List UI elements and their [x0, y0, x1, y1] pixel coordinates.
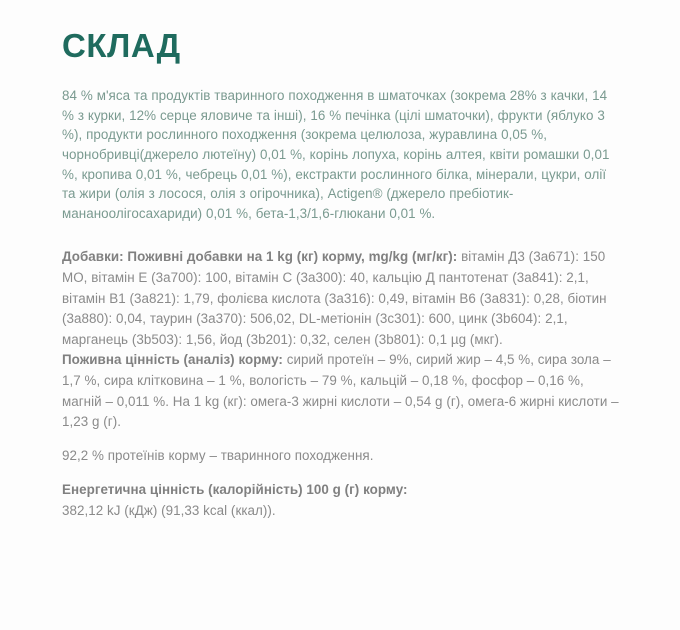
nutritional-value-body-text: сирий протеїн – 9%, сирий жир – 4,5 %, сира зола – 1,7 %, сира клітковина – 1 %, вологість – 79 %, кальцій – 0,18 %, фосфор – 0,16 %, магній – 0,011 %. На 1 kg (кг): омега-3 жирні кислоти – 0,54 g (г), омега-6 жирні кислоти – 1,23 g (г). — [62, 352, 619, 430]
additives-section — [62, 247, 620, 350]
energy-value-lead-label: Енергетична цінність (калорійність) 100 g (г) корму: — [62, 482, 408, 498]
protein-origin-text: 92,2 % протеїнів корму – тваринного походження. — [62, 448, 374, 464]
additives-body-text: вітамін Д3 (3а671): 150 МО, вітамін Е (3а700): 100, вітамін С (3а300): 40, кальцію Д пантотенат (3а841): 2,1, вітамін В1 (3а821): 1,79, фолієва кислота (3а316): 0,49, вітамін В6 (3а831): 0,28, біотин (3а880): 0,04, таурин (3а370): 506,02, DL-метіонін (3с301): 600, цинк (3b604): 2,1, марганець (3b503): 1,56, йод (3b201): 0,32, селен (3b801): 0,1 µg (мкг). — [62, 249, 607, 347]
energy-value-section — [62, 480, 620, 521]
nutritional-value-lead-label: Поживна цінність (аналіз) корму: — [62, 352, 283, 368]
details-sections — [62, 247, 620, 521]
page-title: СКЛАД — [62, 27, 181, 64]
composition-paragraph: 84 % м'яса та продуктів тваринного походження в шматочках (зокрема 28% з качки, 14 % з курки, 12% серце яловиче та інші), 16 % печінка (цілі шматочки), фрукти (яблуко 3 %), продукти рослинного походження (зокрема целюлоза, журавлина 0,05 %, чорнобривці(джерело лютеїну) 0,01 %, корінь лопуха, корінь алтея, квіти ромашки 0,01 %, кропива 0,01 %, чебрець 0,01 %), екстракти рослинного білка, мінерали, цукри, олії та жири (олія з лосося, олія з огірочника), Actigen® (джерело пребіотик-мананоолігосахариди) 0,01 %, бета-1,3/1,6-глюкани 0,01 %. — [62, 88, 610, 221]
energy-value-body-text: 382,12 kJ (кДж) (91,33 kcal (ккал)). — [62, 502, 276, 518]
additives-lead-label: Добавки: Поживні добавки на 1 kg (кг) корму, mg/kg (мг/кг): — [62, 249, 458, 265]
content-container — [62, 28, 620, 521]
nutritional-value-section — [62, 350, 620, 432]
protein-origin-line — [62, 446, 620, 467]
